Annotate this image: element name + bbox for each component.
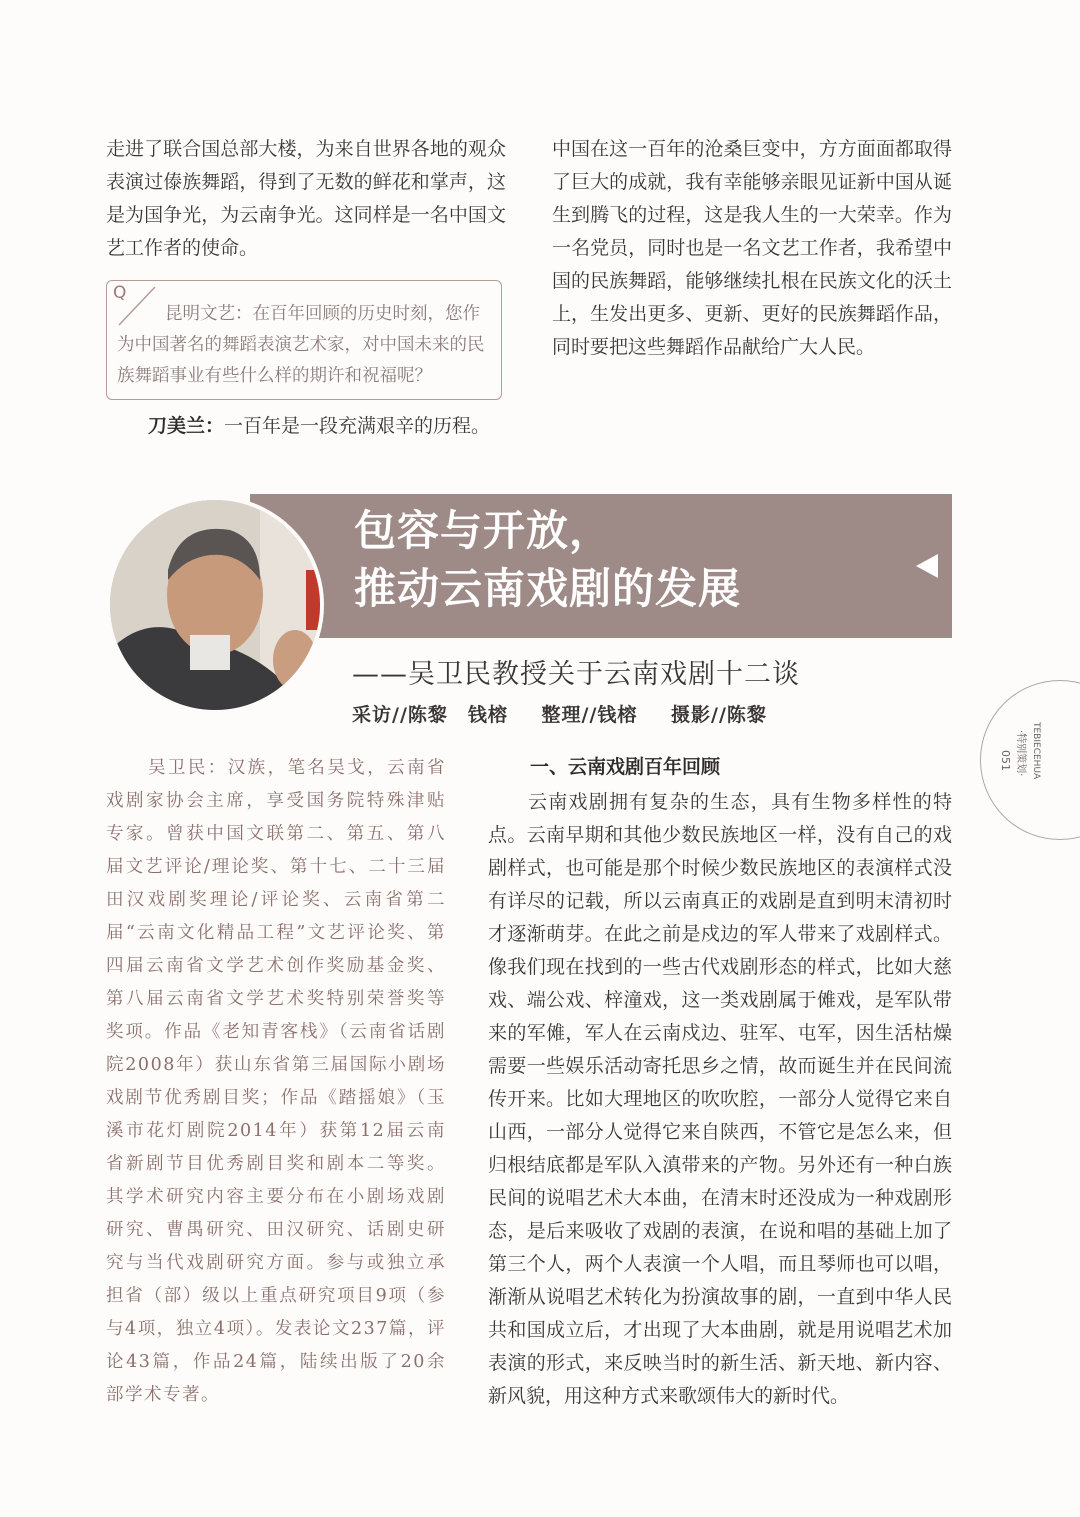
section-body: 云南戏剧拥有复杂的生态，具有生物多样性的特点。云南早期和其他少数民族地区一样，没有自己的戏剧样式，也可能是那个时候少数民族地区的表演样式没有详尽的记载，所以云南真正的戏剧是直到明末清初时才逐渐萌芽。在此之前是戍边的军人带来了戏剧样式。像我们现在找到的一些古代戏剧形态的样式，比如大慈戏、端公戏、梓潼戏，这一类戏剧属于傩戏，是军队带来的军傩，军人在云南戍边、驻军、屯军，因生活枯燥需要一些娱乐活动寄托思乡之情，故而诞生并在民间流传开来。比如大理地区的吹吹腔，一部分人觉得它来自山西，一部分人觉得它来自陕西，不管它是怎么来，但归根结底都是军队入滇带来的产物。另外还有一种白族民间的说唱艺术大本曲，在清末时还没成为一种戏剧形态，是后来吸收了戏剧的表演，在说和唱的基础上加了第三个人，两个人表演一个人唱，而且琴师也可以唱，渐渐从说唱艺术转化为扮演故事的剧，一直到中华人民共和国成立后，才出现了大本曲剧，就是用说唱艺术加表演的形式，来反映当时的新生活、新天地、新内容、新风貌，用这种方式来歌颂伟大的新时代。 [488, 791, 952, 1407]
credit-interview: 采访//陈黎 钱榕 [352, 704, 508, 726]
portrait-photo [106, 496, 324, 714]
answer-text: 一百年是一段充满艰辛的历程。 [224, 415, 491, 437]
question-box [106, 280, 502, 400]
article-title [354, 502, 741, 618]
question-label: Q [113, 283, 127, 303]
credit-editing: 整理//钱榕 [541, 704, 638, 726]
section-heading: 一、云南戏剧百年回顾 [530, 756, 721, 778]
credit-photography: 摄影//陈黎 [671, 704, 767, 726]
top-right-paragraph: 中国在这一百年的沧桑巨变中，方方面面都取得了巨大的成就，我有幸能够亲眼见证新中国从诞生到腾飞的过程，这是我人生的一大荣幸。作为一名党员，同时也是一名文艺工作者，我希望中国的民族舞蹈，能够继续扎根在民族文化的沃土上，生发出更多、更新、更好的民族舞蹈作品，同时要把这些舞蹈作品献给广大人民。 [552, 138, 952, 358]
answer-speaker: 刀美兰： [148, 415, 225, 437]
article-credits [352, 700, 767, 727]
article-title-line-1: 包容与开放， [354, 506, 613, 555]
article-title-line-2: 推动云南戏剧的发展 [354, 564, 742, 613]
top-right-column [552, 133, 952, 364]
side-tab-pinyin: TEBIECEHUA [1031, 722, 1041, 780]
article-subtitle: ——吴卫民教授关于云南戏剧十二谈 [352, 659, 800, 690]
banner-arrow-icon [916, 554, 938, 578]
answer-line [148, 410, 508, 442]
article-title-banner [250, 494, 952, 638]
author-bio: 吴卫民：汉族，笔名吴戈，云南省戏剧家协会主席，享受国务院特殊津贴专家。曾获中国文联第二、第五、第八届文艺评论/理论奖、第十七、二十三届田汉戏剧奖理论/评论奖、云南省第二届“云南文化精品工程”文艺评论奖、第四届云南省文学艺术创作奖励基金奖、第八届云南省文学艺术奖特别荣誉奖等奖项。作品《老知青客栈》（云南省话剧院2008年）获山东省第三届国际小剧场戏剧节优秀剧目奖；作品《踏摇娘》（玉溪市花灯剧院2014年）获第12届云南省新剧节目优秀剧目奖和剧本二等奖。其学术研究内容主要分布在小剧场戏剧研究、曹禺研究、田汉研究、话剧史研究与当代戏剧研究方面。参与或独立承担省（部）级以上重点研究项目9项（参与4项，独立4项）。发表论文237篇，评论43篇，作品24篇，陆续出版了20余部学术专著。 [106, 758, 446, 1405]
top-left-paragraph: 走进了联合国总部大楼，为来自世界各地的观众表演过傣族舞蹈，得到了无数的鲜花和掌声，这是为国争光，为云南争光。这同样是一名中国文艺工作者的使命。 [106, 138, 506, 259]
question-text: 昆明文艺：在百年回顾的历史时刻，您作为中国著名的舞蹈表演艺术家，对中国未来的民族舞蹈事业有些什么样的期许和祝福呢？ [117, 304, 485, 386]
side-tab-labels [988, 720, 1048, 800]
side-tab-section: ·特别策划· [1015, 730, 1026, 777]
top-left-column [106, 133, 506, 265]
side-tab-page-number: 051 [999, 750, 1012, 771]
